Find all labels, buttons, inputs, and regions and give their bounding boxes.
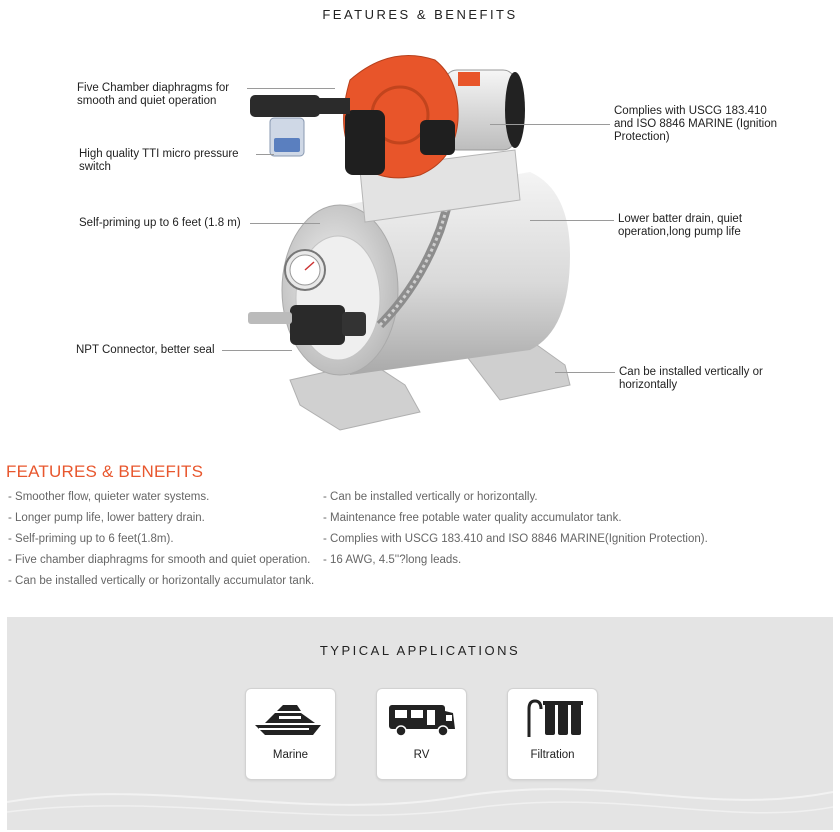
callout-complies [614,105,777,144]
pump-illustration [230,40,610,440]
callout-install-line1: Can be installed vertically or [619,366,763,378]
feature-item: - Five chamber diaphragms for smooth and quiet operation. [8,554,311,566]
feature-item: - Smoother flow, quieter water systems. [8,491,210,503]
features-right-list [323,489,708,573]
feature-item: - 16 AWG, 4.5''?long leads. [323,554,462,566]
callout-diaphragms-leader [247,88,335,89]
features-heading: FEATURES & BENEFITS [6,462,204,481]
application-label: Filtration [530,749,575,761]
callout-drain-line1: Lower batter drain, quiet [618,213,743,225]
callout-diaphragms-line2: smooth and quiet operation [77,95,217,107]
callout-priming-line1: Self-priming up to 6 feet (1.8 m) [79,217,241,229]
callout-switch-line1: High quality TTI micro pressure [79,148,239,160]
callout-install-orientation [619,366,763,392]
top-section-title: FEATURES & BENEFITS [322,7,518,22]
callout-install-leader [555,372,615,373]
callout-self-priming [79,217,241,230]
application-card-marine[interactable] [245,688,336,780]
rv-icon [377,699,466,739]
callout-complies-line3: Protection) [614,131,670,143]
features-left-list [8,489,314,594]
feature-item: - Longer pump life, lower battery drain. [8,512,205,524]
callout-diaphragms-line1: Five Chamber diaphragms for [77,82,230,94]
typical-applications-section [7,617,833,830]
callout-drain-line2: operation,long pump life [618,226,741,238]
callout-npt-line1: NPT Connector, better seal [76,344,215,356]
feature-item: - Can be installed vertically or horizontally accumulator tank. [8,575,315,587]
pressure-pump-image [230,40,610,440]
feature-item: - Maintenance free potable water quality accumulator tank. [323,512,622,524]
callout-npt-connector [76,344,215,357]
application-card-filtration[interactable] [507,688,598,780]
callout-install-line2: horizontally [619,379,678,391]
callout-drain-leader [530,220,614,221]
callout-priming-leader [250,223,320,224]
callout-complies-line2: and ISO 8846 MARINE (Ignition [614,118,777,130]
callout-complies-line1: Complies with USCG 183.410 [614,105,767,117]
callout-pressure-switch [79,148,239,174]
application-label: RV [413,749,430,761]
feature-item: - Complies with USCG 183.410 and ISO 8846 MARINE(Ignition Protection). [323,533,708,545]
feature-item: - Self-priming up to 6 feet(1.8m). [8,533,174,545]
filtration-icon [508,699,597,739]
feature-item: - Can be installed vertically or horizontally. [323,491,538,503]
callout-switch-leader [256,154,274,155]
callout-diaphragms [77,82,229,108]
callout-battery-drain [618,213,742,239]
application-card-rv[interactable] [376,688,467,780]
application-label: Marine [272,749,309,761]
callout-complies-leader [490,124,610,125]
applications-heading: TYPICAL APPLICATIONS [319,643,521,658]
callout-switch-line2: switch [79,161,111,173]
yacht-icon [246,699,335,739]
callout-npt-leader [222,350,292,351]
